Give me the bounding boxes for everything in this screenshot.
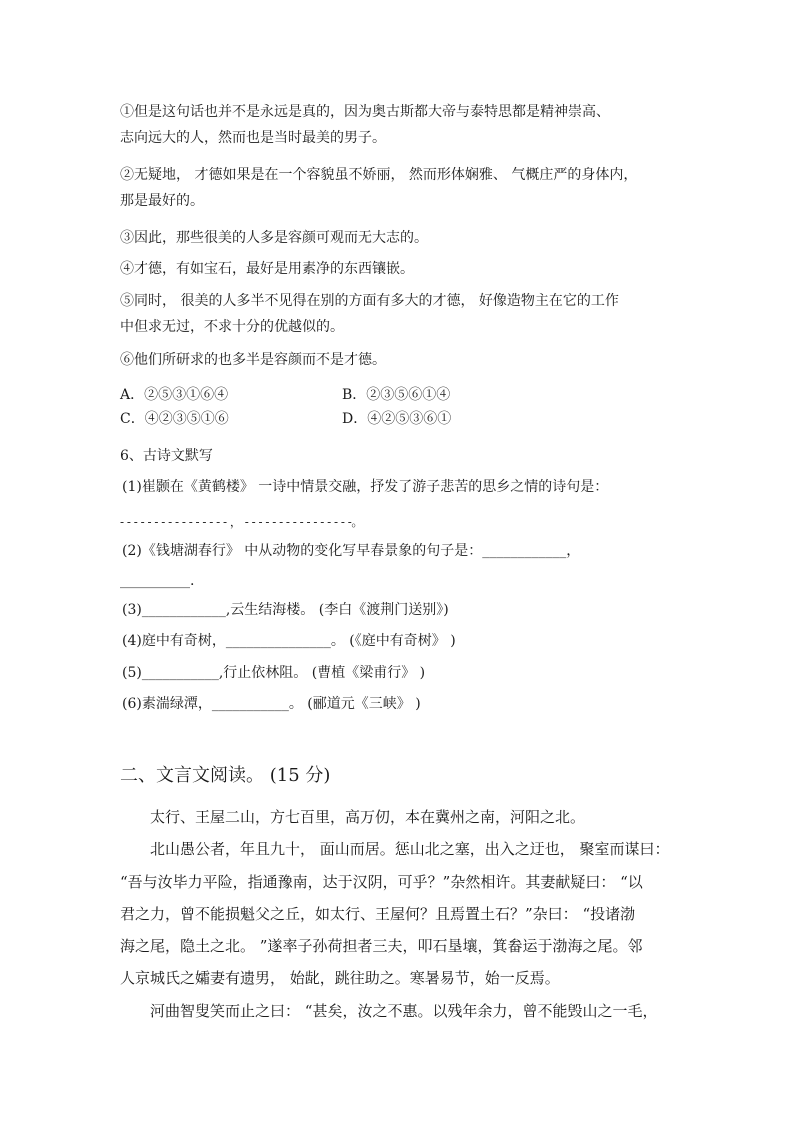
sentence-5-line-2: 中但求无过，不求十分的优越似的。 <box>120 319 344 335</box>
passage-paragraph-2-line-4: 海之尾，隐土之北。 ”遂率子孙荷担者三夫，叩石垦壤，箕畚运于渤海之尾。邻 <box>120 937 643 955</box>
option-d: D．④②⑤③⑥① <box>342 411 452 427</box>
sentence-5-line-1: ⑤同时， 很美的人多半不见得在别的方面有多大的才德， 好像造物主在它的工作 <box>120 293 619 309</box>
option-a: A．②⑤③①⑥④ <box>120 387 229 403</box>
sentence-3: ③因此，那些很美的人多是容颜可观而无大志的。 <box>120 230 428 246</box>
passage-paragraph-2-line-1: 北山愚公者，年且九十， 面山而居。惩山北之塞，出入之迂也， 聚室而谋曰： <box>150 840 670 858</box>
passage-paragraph-3: 河曲智叟笑而止之曰： “甚矣，汝之不惠。以残年余力，曾不能毁山之一毛， <box>150 1002 658 1020</box>
q6-item-1-blanks: - - - - - - - - - - - - - - - - ， - - - - - - - - - - - - - - - -。 <box>120 515 363 529</box>
q6-item-3: (3)____________,云生结海楼。 (李白《渡荆门送别》) <box>122 602 449 618</box>
q6-item-2: (2)《钱塘湖春行》 中从动物的变化写早春景象的句子是：____________， <box>122 543 581 559</box>
q6-item-4: (4)庭中有奇树，_______________。 (《庭中有奇树》 ) <box>122 633 456 649</box>
q6-item-1: (1)崔颢在《黄鹤楼》 一诗中情景交融，抒发了游子悲苦的思乡之情的诗句是： <box>122 479 609 495</box>
passage-paragraph-2-line-5: 人京城氏之孀妻有遗男， 始龀，跳往助之。寒暑易节，始一反焉。 <box>120 969 560 987</box>
sentence-2-line-1: ②无疑地， 才德如果是在一个容貌虽不娇丽， 然而形体娴雅、 气概庄严的身体内， <box>120 167 638 183</box>
q6-item-6: (6)素湍绿潭，___________。 (郦道元《三峡》 ) <box>122 696 421 712</box>
option-b: B．②③⑤⑥①④ <box>342 387 451 403</box>
q6-item-5: (5)___________,行止依林阻。 (曹植《梁甫行》 ) <box>122 665 426 681</box>
sentence-2-line-2: 那是最好的。 <box>120 193 204 209</box>
sentence-1-line-2: 志向远大的人，然而也是当时最美的男子。 <box>120 130 386 146</box>
q6-title: 6、古诗文默写 <box>120 448 213 464</box>
section-2-heading: 二、文言文阅读。 (15 分) <box>120 765 331 786</box>
passage-paragraph-2-line-3: 君之力，曾不能损魁父之丘，如太行、王屋何？且焉置土石？”杂曰： “投诸渤 <box>120 905 636 923</box>
passage-paragraph-1: 太行、王屋二山，方七百里，高万仞，本在冀州之南，河阳之北。 <box>150 808 586 826</box>
option-c: C．④②③⑤①⑥ <box>120 411 229 427</box>
passage-paragraph-2-line-2: “吾与汝毕力平险，指通豫南，达于汉阴，可乎？”杂然相许。其妻献疑曰： “以 <box>120 873 643 891</box>
q6-item-2-blank: __________. <box>120 573 195 589</box>
sentence-1-line-1: ①但是这句话也并不是永远是真的，因为奥古斯都大帝与泰特思都是精神崇高、 <box>120 104 610 120</box>
sentence-6: ⑥他们所研求的也多半是容颜而不是才德。 <box>120 352 386 368</box>
sentence-4: ④才德，有如宝石，最好是用素净的东西镶嵌。 <box>120 261 414 277</box>
